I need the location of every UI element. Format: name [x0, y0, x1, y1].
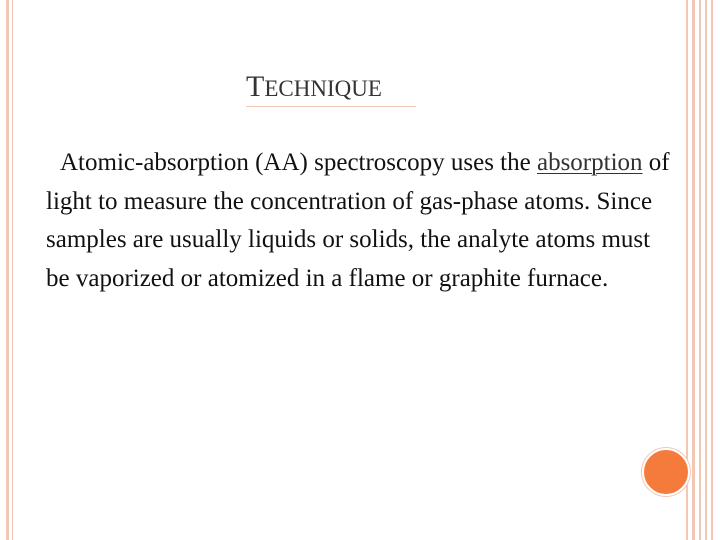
title-first-letter: T — [246, 70, 265, 103]
absorption-link[interactable]: absorption — [536, 149, 643, 176]
right-frame-line-2 — [692, 0, 695, 540]
left-frame-line-inner — [12, 0, 13, 540]
title-underline — [246, 106, 416, 107]
paragraph-text-before-link: Atomic-absorption (AA) spectroscopy uses the — [60, 149, 531, 176]
decorative-circle — [642, 448, 690, 496]
title-rest: ECHNIQUE — [264, 76, 382, 101]
right-frame-line-5 — [711, 0, 713, 540]
left-frame-line — [6, 0, 9, 540]
right-frame-line-4 — [705, 0, 707, 540]
slide-title — [246, 70, 382, 104]
right-frame-line-3 — [699, 0, 701, 540]
paragraph-text-after-link: of light to measure the concentration of gas-phase atoms. Since samples are usually liquids or solids, the analyte atoms must be vaporized or atomized in a flame or graphite furnace. — [46, 149, 670, 292]
slide-paragraph — [46, 144, 676, 298]
